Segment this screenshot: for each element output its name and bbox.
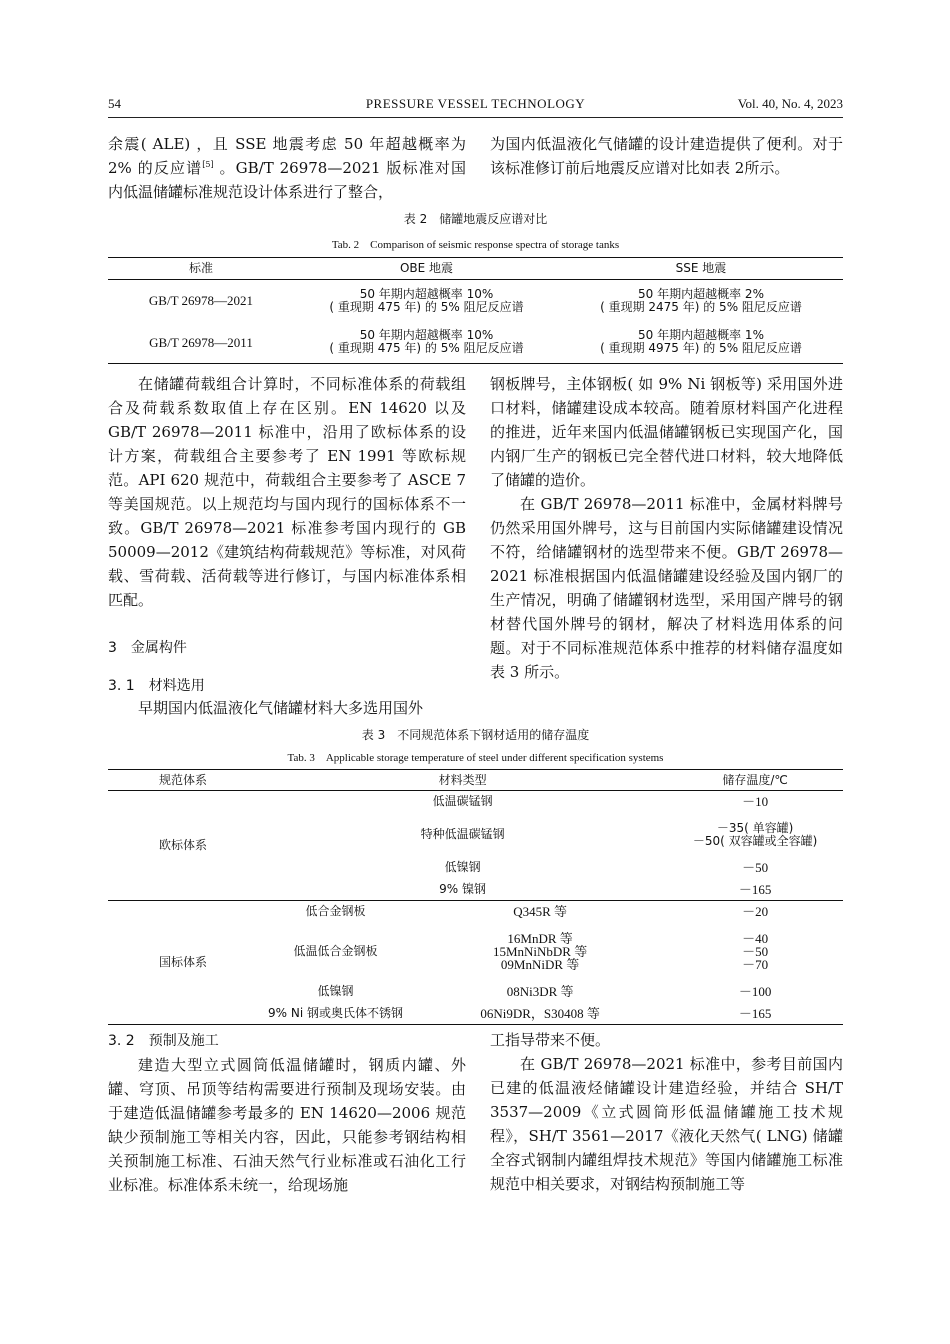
cell-steel-grade: 06Ni9DR，S30408 等 (480, 1005, 600, 1021)
cell-temperature: －100 (738, 984, 772, 999)
bottom-left-column (108, 1053, 466, 1197)
table-row (108, 322, 843, 364)
table3-caption-zh: 表 3 不同规范体系下钢材适用的储存温度 (361, 728, 590, 742)
cell-obe: 50 年期内超越概率 10% ( 重现期 475 年) 的 5% 阻尼反应谱 (329, 328, 524, 356)
table2-caption-zh: 表 2 储罐地震反应谱对比 (403, 212, 548, 226)
paragraph-text: 余震( ALE) ，且 SSE 地震考虑 50 年超越概率为 2% 的反应谱 (108, 135, 466, 177)
section-3-heading: 3 金属构件 (108, 640, 187, 656)
cell-obe: 50 年期内超越概率 10% ( 重现期 475 年) 的 5% 阻尼反应谱 (329, 286, 524, 314)
col-header-material: 材料类型 (438, 772, 487, 787)
paragraph-construction-cont: 工指导带来不便。 (490, 1031, 611, 1049)
header-rule (108, 117, 843, 118)
section-3-2-heading: 3. 2 预制及施工 (108, 1033, 219, 1049)
cell-steel-type: 低温低合金钢板 (293, 944, 378, 958)
cell-temperature: －165 (738, 1005, 772, 1021)
cell-steel-type: 9% Ni 钢或奥氏体不锈钢 (268, 1005, 403, 1020)
cell-steel-grade: 08Ni3DR 等 (506, 984, 574, 999)
col-header-standard: 标准 (188, 261, 213, 275)
table2-caption-en: Tab. 2 Comparison of seismic response spectra of storage tanks (331, 239, 620, 251)
mid-right-column (490, 372, 843, 684)
cell-steel-type: 低合金钢板 (305, 904, 366, 919)
cell-material: 9% 镍钢 (439, 881, 487, 896)
paragraph-text: 。GB/T 26978—2021 版标准对国内低温储罐标准规范设计体系进行了整合， (108, 159, 466, 201)
citation-ref: [5] (202, 160, 214, 169)
bottom-right-column (490, 1028, 843, 1196)
cell-sse: 50 年期内超越概率 2% ( 重现期 2475 年) 的 5% 阻尼反应谱 (600, 286, 802, 314)
col-header-sse: SSE 地震 (675, 261, 727, 275)
paragraph-prefabrication: 建造大型立式圆筒低温储罐时，钢质内罐、外罐、穹顶、吊顶等结构需要进行预制及现场安装。由于建造低温储罐参考最多的 EN 14620—2006 规范缺少预制施工等相关内容，因此，只能参考钢结构相关预制施工标准、石油天然气行业标准或石油化工行业标准。标准体系未统一，给现场施 (108, 1056, 466, 1194)
col-header-temperature: 储存温度/℃ (722, 772, 788, 787)
cell-system-eu: 欧标体系 (158, 838, 207, 852)
cell-steel-grade: Q345R 等 (513, 904, 568, 920)
table3 (108, 769, 843, 1025)
journal-title: PRESSURE VESSEL TECHNOLOGY (365, 96, 586, 111)
page-number: 54 (108, 96, 121, 111)
section-3-1-heading: 3. 1 材料选用 (108, 678, 205, 694)
top-left-paragraph (108, 132, 466, 204)
col-header-system: 规范体系 (158, 772, 207, 787)
mid-left-continue (108, 696, 466, 720)
table-header-row (108, 770, 843, 791)
cell-steel-type: 低镍钢 (317, 984, 354, 998)
cell-standard: GB/T 26978—2021 (148, 293, 254, 309)
cell-standard: GB/T 26978—2011 (149, 334, 253, 350)
cell-material: 低温碳锰钢 (432, 794, 493, 809)
col-header-obe: OBE 地震 (399, 261, 454, 275)
table-row (108, 791, 843, 813)
cell-temperature: －10 (742, 794, 769, 810)
cell-temperature: －165 (738, 881, 772, 897)
cell-material: 低镍钢 (444, 860, 481, 874)
paragraph-material-cont: 钢板牌号，主体钢板( 如 9% Ni 钢板等) 采用国外进口材料，储罐建设成本较高。随着原材料国产化进程的推进，近年来国内低温储罐钢板已实现国产化，国内钢厂生产的钢板已完全替代进口材料，较大地降低了储罐的造价。 (490, 375, 843, 489)
table-row (108, 280, 843, 322)
table2 (108, 257, 843, 364)
cell-temperature: －35( 单容罐) －50( 双容罐或全容罐) (692, 820, 818, 848)
paragraph-material-grades: 在 GB/T 26978—2011 标准中，金属材料牌号仍然采用国外牌号，这与目前国内实际储罐建设情况不符，给储罐钢材的选型带来不便。GB/T 26978—2021 标准根据国内低温储罐建设经验及国内钢厂的生产情况，明确了储罐钢材选型，采用国产牌号的钢材替代国外牌号的钢材，解决了材料选用体系的问题。对于不同标准规范体系中推荐的材料储存温度如表 3 所示。 (490, 495, 843, 681)
mid-left-column (108, 372, 466, 612)
cell-sse: 50 年期内超越概率 1% ( 重现期 4975 年) 的 5% 阻尼反应谱 (600, 328, 802, 356)
cell-steel-grade: 16MnDR 等 15MnNiNbDR 等 09MnNiDR 等 (492, 931, 588, 972)
paragraph-load-combination: 在储罐荷载组合计算时，不同标准体系的荷载组合及荷载系数取值上存在区别。EN 14620 以及 GB/T 26978—2011 标准中，沿用了欧标体系的设计方案，荷载组合主要参考了 EN 1991 等欧标规范。API 620 规范中，荷载组合主要参考了 ASCE 7 等美国规范。以上规范均与国内现行的国标体系不一致。GB/T 26978—2021 标准参考国内现行的 GB 50009—2012《建筑结构荷载规范》等标准，对风荷载、雪荷载、活荷载等进行修订，与国内标准体系相匹配。 (108, 375, 466, 609)
table-row (108, 901, 843, 923)
cell-material: 特种低温碳锰钢 (420, 827, 505, 841)
cell-temperature: －20 (742, 904, 769, 920)
top-right-paragraph (490, 132, 843, 180)
volume-info: Vol. 40, No. 4, 2023 (737, 96, 843, 111)
table-header-row (108, 258, 843, 280)
cell-system-gb: 国标体系 (158, 955, 207, 969)
paragraph-material-start: 早期国内低温液化气储罐材料大多选用国外 (138, 699, 424, 717)
cell-temperature: －50 (742, 860, 769, 875)
paragraph-construction-standard: 在 GB/T 26978—2021 标准中，参考目前国内已建的低温液烃储罐设计建造经验，并结合 SH/T 3537—2009《立式圆筒形低温储罐施工技术规程》，SH/T 3561—2017《液化天然气( LNG) 储罐全容式钢制内罐组焊技术规范》等国内储罐施工标准规范中相关要求，对钢结构预制施工等 (490, 1055, 843, 1193)
paragraph-text: 为国内低温液化气储罐的设计建造提供了便利。对于该标准修订前后地震反应谱对比如表 2所示。 (490, 135, 843, 177)
table3-caption-en: Tab. 3 Applicable storage temperature of steel under different specification systems (287, 752, 664, 764)
cell-temperature: －40 －50 －70 (742, 931, 769, 972)
